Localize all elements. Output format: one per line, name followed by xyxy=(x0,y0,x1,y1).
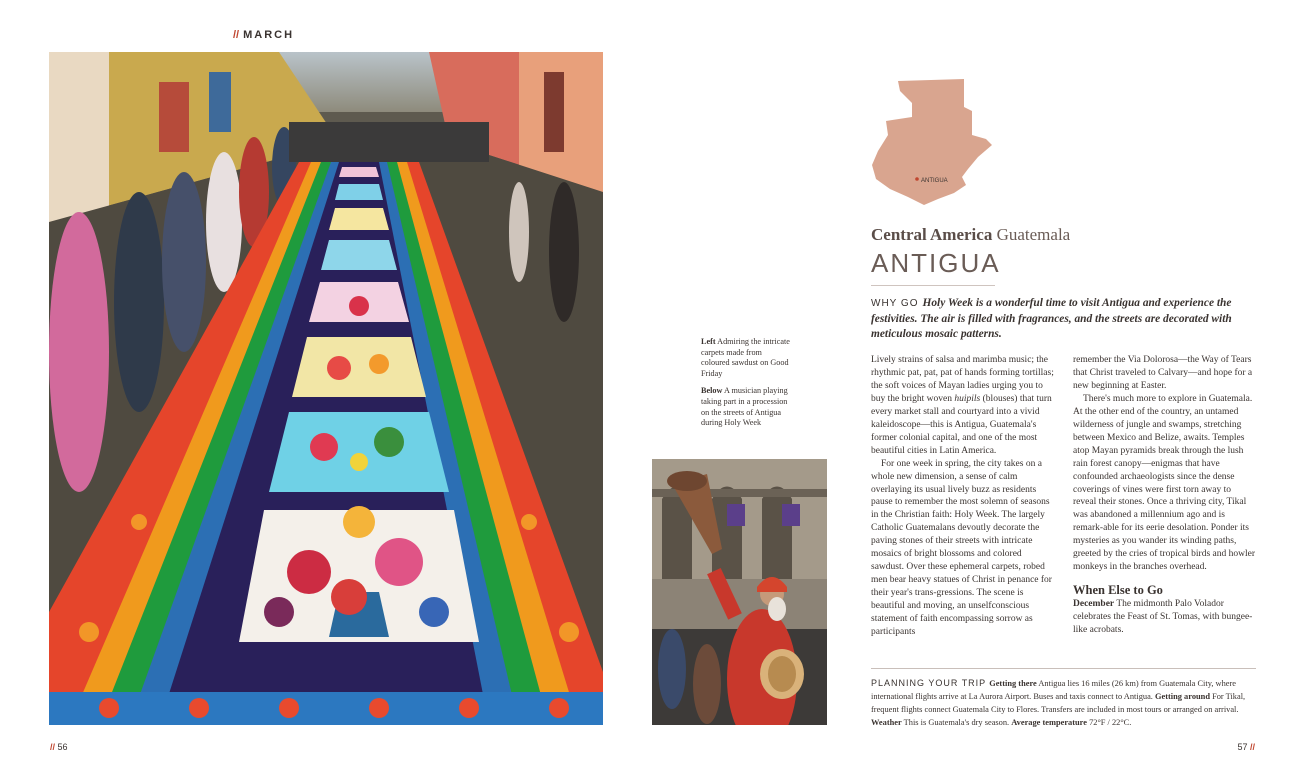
caption-left-text: Admiring the intricate carpets made from coloured sawdust on Good Friday xyxy=(701,337,790,378)
when-month: December xyxy=(1073,599,1115,610)
page-number-left xyxy=(50,742,68,752)
country-name: Guatemala xyxy=(996,225,1071,244)
avg-temp-label: Average temperature xyxy=(1011,718,1087,727)
guatemala-map xyxy=(868,73,998,211)
getting-there-label: Getting there xyxy=(989,679,1037,688)
region-heading xyxy=(871,225,1070,245)
weather-label: Weather xyxy=(871,718,902,727)
getting-around-label: Getting around xyxy=(1154,692,1210,701)
caption-below-label: Below xyxy=(701,386,723,396)
body-p1-a: Lively strains of salsa and marimba music; the rhythmic pat, pat, pat of hands forming tortillas; the soft voices of Mayan ladies urging you to buy the bright woven xyxy=(871,355,1054,404)
antigua-marker xyxy=(915,177,919,181)
planning-label: PLANNING YOUR TRIP xyxy=(871,678,987,688)
weather-text: This is Guatemala's dry season. xyxy=(903,718,1010,727)
folio-left-slashes: // xyxy=(50,742,56,752)
why-go-label: WHY GO xyxy=(871,298,919,309)
when-text: The midmonth Palo Volador celebrates the Feast of St. Tomas, with bungee-like acrobats. xyxy=(1073,599,1253,636)
folio-right-number: 57 xyxy=(1237,742,1248,752)
musician-photo xyxy=(652,459,827,725)
header-slashes: // xyxy=(233,29,240,41)
folio-left-number: 56 xyxy=(57,742,68,752)
body-p1-b: (blouses) that turn every market stall and courtyard into a vivid kaleidoscope—this is Antigua, Guatemala's former colonial capital, and one of the most beautiful cities in Latin America. xyxy=(871,393,1052,456)
map-place-label: ANTIGUA xyxy=(921,178,948,184)
body-paragraph-2: For one week in spring, the city takes on a whole new dimension, a sense of calm overlaying its usual lively buzz as residents pause to remember the most solemn of seasons in the Christian faith: Holy Week. The largely Catholic Guatemalans devoutly decorate the paving stones of their streets with intricate mosaics of bright blossoms and colored sawdust. Over these ephemeral carpets, robed men bear heavy statues of Christ in penance for their year's trans-gressions. The scene is beautiful and moving, an unselfconscious statement of faith encompassing sorrow as participants xyxy=(871,458,1052,638)
why-go-text: Holy Week is a wonderful time to visit Antigua and experience the festivities. The air is filled with fragrances, and the streets are decorated with meticulous mosaic patterns. xyxy=(871,297,1232,340)
getting-around-text: For Tikal, frequent flights connect Guatemala City to Flores. Transfers are included in most tours or arranged on arrival. xyxy=(871,692,1246,714)
when-else-paragraph xyxy=(1073,598,1256,637)
body-paragraph-2-continued: remember the Via Dolorosa—the Way of Tears that Christ traveled to Calvary—and hope for a new beginning at Easter. xyxy=(1073,355,1253,391)
page-number-right xyxy=(1237,742,1255,752)
alfombra-carpet-photo xyxy=(49,52,603,725)
country-shape xyxy=(872,79,992,205)
body-column-2 xyxy=(1073,354,1256,637)
city-title: ANTIGUA xyxy=(871,248,1001,278)
country-outline-map xyxy=(868,73,998,211)
section-header xyxy=(233,29,294,41)
planning-divider xyxy=(871,668,1256,669)
why-go-intro xyxy=(871,296,1256,343)
carpet-street-illustration xyxy=(49,52,603,725)
body-paragraph-3: There's much more to explore in Guatemala. At the other end of the country, an untamed wilderness of jungle and swamps, stretching between Mexico and Belize, awaits. Temples atop Mayan pyramids break through the lush rain forest canopy—enigmas that have confounded archaeologists since the dense coverings of vines were first torn away to reveal their stones. Once a thriving city, Tikal was abandoned a millennium ago and is remark-able for its eerie desolation. Ponder its mysteries as you wander its winding paths, greeted by the cries of tropical birds and howler monkeys in the branches overhead. xyxy=(1073,393,1256,573)
section-title: MARCH xyxy=(243,29,295,41)
avg-temp-text: 72°F / 22°C. xyxy=(1089,718,1132,727)
caption-below xyxy=(701,386,791,428)
musician-illustration xyxy=(652,459,827,725)
folio-right-slashes: // xyxy=(1249,742,1255,752)
body-paragraph-1 xyxy=(871,354,1054,458)
caption-below-text: A musician playing taking part in a procession on the streets of Antigua during Holy Week xyxy=(701,386,788,428)
body-column-1 xyxy=(871,354,1054,639)
planning-your-trip xyxy=(871,677,1261,729)
title-divider xyxy=(871,285,995,286)
body-p1-em: huipils xyxy=(954,393,981,404)
region-name: Central America xyxy=(871,225,993,244)
caption-left-label: Left xyxy=(701,337,716,346)
when-else-heading: When Else to Go xyxy=(1073,583,1163,598)
getting-there-text: Antigua lies 16 miles (26 km) from Guatemala City, where international flights arrive at La Aurora Airport. Buses and taxis connect to Antigua. xyxy=(871,679,1236,701)
caption-left xyxy=(701,337,791,379)
photo-captions xyxy=(701,337,791,436)
